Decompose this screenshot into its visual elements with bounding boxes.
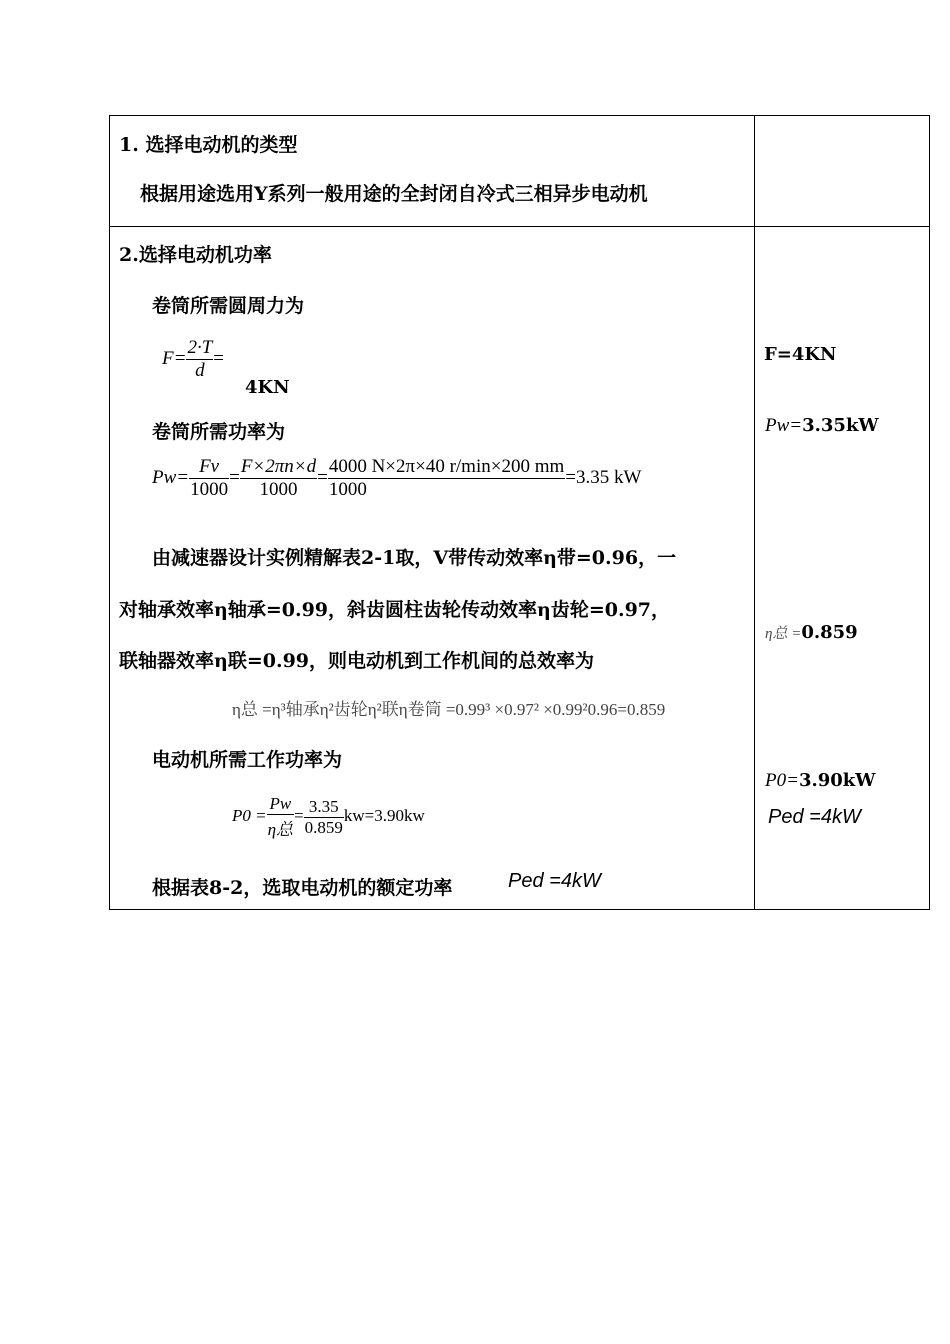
power-eq-frac1-den: 1000 (190, 479, 229, 500)
force-eq-result: 4KN (245, 377, 290, 398)
result-eta (765, 622, 858, 644)
force-equation (162, 337, 224, 382)
force-intro: 卷筒所需圆周力为 (152, 295, 305, 317)
table-column-divider (754, 115, 755, 910)
result-pw-value: 3.35kW (802, 415, 879, 436)
power-intro: 卷筒所需功率为 (152, 421, 286, 443)
motor-power-intro: 电动机所需工作功率为 (152, 749, 343, 771)
efficiency-line-3: 联轴器效率η联=0.99，则电动机到工作机间的总效率为 (119, 650, 595, 672)
section1-heading: 1. 选择电动机的类型 (119, 134, 298, 156)
result-p0-value: 3.90kW (798, 770, 876, 791)
section2-heading: 2.选择电动机功率 (119, 244, 272, 266)
efficiency-line-2: 对轴承效率η轴承=0.99，斜齿圆柱齿轮传动效率η齿轮=0.97， (119, 599, 671, 621)
table-row-divider (109, 226, 930, 227)
total-efficiency-equation: η总 =η³轴承η²齿轮η²联η卷筒 =0.99³ ×0.97² ×0.99²0.96=0.859 (232, 700, 666, 719)
power-eq-lhs: Pw= (152, 466, 190, 488)
efficiency-line-1: 由减速器设计实例精解表2-1取，V带传动效率η带=0.96，一 (152, 547, 677, 569)
motor-eq-frac2-num: 3.35 (304, 797, 344, 818)
result-pw-label: Pw= (765, 415, 803, 436)
motor-eq-frac2-den: 0.859 (304, 817, 343, 837)
force-eq-lhs: F= (162, 347, 187, 369)
power-eq-frac3-den: 1000 (328, 479, 367, 500)
rated-power-text: 根据表8-2，选取电动机的额定功率 (152, 877, 453, 899)
result-p0-label: P0= (765, 770, 799, 791)
section1-body: 根据用途选用Y系列一般用途的全封闭自冷式三相异步电动机 (140, 183, 648, 205)
rated-power-equation: Ped =4kW (508, 870, 601, 892)
result-ped: Ped =4kW (768, 806, 861, 828)
power-eq-frac2-den: 1000 (259, 479, 298, 500)
result-p0 (765, 770, 875, 792)
motor-eq-lhs: P0 = (232, 805, 267, 825)
motor-eq-frac1-num: Pw (267, 794, 294, 815)
result-eta-value: 0.859 (801, 622, 858, 643)
result-eta-label: η总 = (765, 626, 802, 642)
power-eq-result: =3.35 kW (565, 466, 642, 488)
power-eq-frac1-num: Fv (189, 456, 229, 479)
force-eq-numerator: 2·T (187, 337, 213, 358)
motor-eq-frac1-den: η总 (267, 820, 294, 839)
power-equation: Pw= $\frac{Fv}{1000}$ = $\frac{F\times 2\pi n\times d}{1000}$ = $\frac{4000 N\times 2\pi\times 40 r/\min\times 200 mm}{1000}$ =3.35 kW (152, 456, 642, 500)
result-force: F=4KN (764, 344, 837, 365)
power-eq-frac3-num: 4000 N×2π×40 r/min×200 mm (328, 456, 565, 477)
force-eq-denominator: d (195, 360, 205, 381)
motor-power-equation: P0 = $\frac{Pw}{\text{η总}}$ = $\frac{3.35}{0.859}$ kw=3.90kw (232, 794, 425, 839)
motor-eq-result: kw=3.90kw (343, 805, 425, 825)
power-eq-frac2-num: F×2πn×d (240, 456, 317, 477)
force-eq-equals: = (213, 347, 224, 369)
result-pw (765, 415, 879, 437)
